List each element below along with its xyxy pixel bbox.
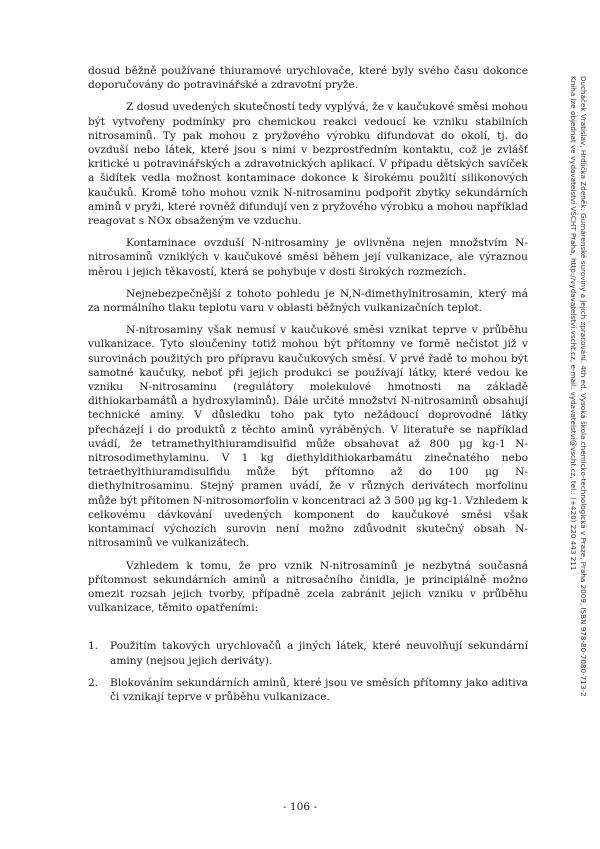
paragraph: N-nitrosaminy však nemusí v kaučukové směsi vznikat teprve v průběhu vulkanizace. Tyto sloučeniny totiž mohou být přítomny ve formě nečistot již v surovinách použitých pro přípravu kaučukových směsí. V prvé řadě to mohou být samotné kaučuky, neboť při jejich produkci se používají látky, které vedou ke vzniku N-nitrosaminu (regulátory molekulové hmotnosti na základě dithiokarbamátů a hydroxylaminů). Dále určité množství N-nitrosaminů obsahují technické aminy. V důsledku toho pak tyto nežádoucí doprovodné látky přecházejí i do produktů z těchto aminů vyráběných. V literatuře se například uvádí, že tetramethylthiuramdisulfid může obsahovat až 800 μg kg-1 N-nitrosodimethylaminu. V 1 kg diethyldithiokarbamátu zinečnatého nebo tetraethylthiuramdisulfidu může být přítomno až do 100 μg N-diethylnitrosaminu. Stejný pramen uvádí, že v různých derivátech morfolinu může být přítomen N-nitrosomorfolin v koncentraci až 3 500 μg kg-1. Vzhledem k celkovému dávkování uvedených komponent do kaučukové směsi však kontaminací výchozích surovin není možno zdůvodnit skutečný obsah N-nitrosaminů ve vulkanizátech. bbox=[88, 324, 528, 550]
list-text: Použitím takových urychlovačů a jiných látek, které neuvolňují sekundární aminy (nejsou jejich deriváty). bbox=[110, 640, 528, 667]
list-number: 2. bbox=[88, 676, 99, 689]
page-number: - 106 - bbox=[282, 801, 318, 813]
citation-sidebar bbox=[569, 76, 588, 697]
paragraph: Z dosud uvedených skutečností tedy vyplývá, že v kaučukové směsi mohou být vytvořeny podmínky pro chemickou reakci vedoucí ke vzniku stabilních nitrosaminů. Ty pak mohou z pryžového výrobku difundovat do okolí, tj. do ovzduší nebo látek, které jsou s nimi v bezprostředním kontaktu, což je zvlášť kritické u potravinářských a zdravotnických aplikací. V případu dětských savíček a šidítek vedla možnost kontaminace dokonce k širokému použití silikonových kaučuků. Kromě toho mohou vznik N-nitrosaminu podpořit zbytky sekundárních aminů v pryži, které rovněž difundují ven z pryžového výrobku a mohou například reagovat s NOx obsaženým ve vzduchu. bbox=[88, 101, 528, 228]
list-item bbox=[88, 639, 528, 667]
paragraph: Kontaminace ovzduší N-nitrosaminy je ovlivněna nejen množstvím N-nitrosaminů vzniklých v kaučukové směsi během její vulkanizace, ale výraznou měrou i jejich těkavostí, která se pohybuje v dosti širokých rozmezích. bbox=[88, 237, 528, 278]
order-info-line: Kniha lze objednat ve vydavatelství VŠCHT Praha, http://vydavatelstvi.vscht.cz, e-mail: vydavatelstvi@vscht.cz, tel.: (+420) 220 443 211 bbox=[569, 76, 579, 571]
paragraph: Vzhledem k tomu, že pro vznik N-nitrosaminů je nezbytná současná přítomnost sekundárních aminů a nitrosačního činidla, je principiálně možno omezit rozsah jejich tvorby, případně zcela zabránit jejich vzniku v průběhu vulkanizace, těmito opatřeními: bbox=[88, 559, 528, 615]
list-number: 1. bbox=[88, 640, 99, 653]
citation-line: Ducháček Vratislav, Hrdlička Zdeněk: Gumárenské suroviny a jejich zpracování. 4th ed. Vysoká škola chemicko-technologická v Praze, Praha 2009, ISBN 978-80-7080-713-2 bbox=[579, 76, 588, 697]
paragraph: dosud běžně používané thiuramové urychlovače, které byly svého času dokonce doporučovány do potravinářské a zdravotní pryže. bbox=[88, 65, 528, 92]
measures-list bbox=[88, 639, 528, 704]
list-item bbox=[88, 676, 528, 704]
paragraph: Nejnebezpečnější z tohoto pohledu je N,N-dimethylnitrosamin, který má za normálního tlaku teplotu varu v oblasti běžných vulkanizačních teplot. bbox=[88, 287, 528, 315]
list-text: Blokováním sekundárních aminů, které jsou ve směsích přítomny jako aditiva či vznikají teprve v průběhu vulkanizace. bbox=[110, 676, 528, 703]
main-text bbox=[88, 64, 528, 712]
